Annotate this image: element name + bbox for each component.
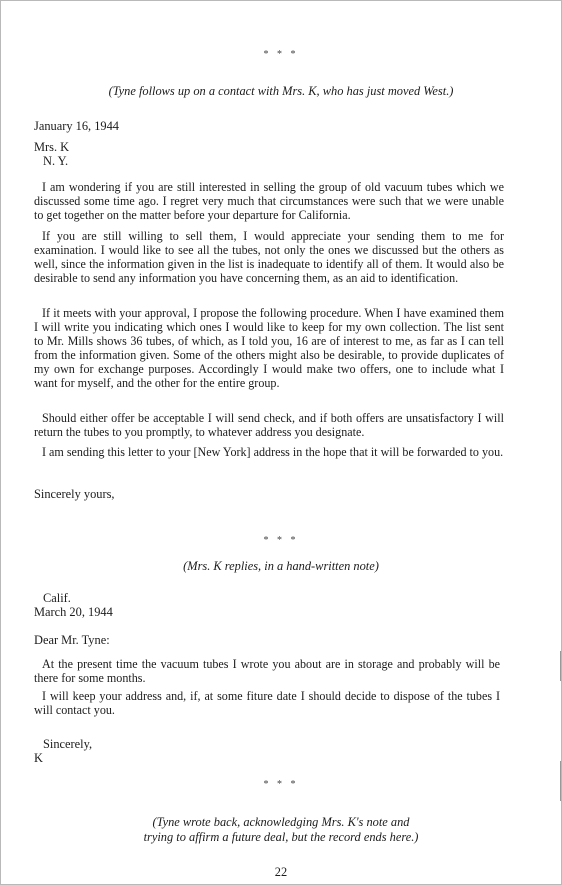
letter2-date: March 20, 1944: [34, 605, 113, 619]
section-separator: * * *: [263, 49, 299, 60]
scan-mark: [560, 651, 561, 681]
letter2-paragraph: I will keep your address and, if, at some fiture date I should decide to dispose of the tubes I will contact you.: [34, 689, 500, 717]
scan-mark: [560, 761, 561, 801]
intro-note: (Tyne follows up on a contact with Mrs. K, who has just moved West.): [108, 84, 454, 98]
section-separator: * * *: [263, 535, 299, 546]
reply-note: (Mrs. K replies, in a hand-written note): [183, 559, 379, 573]
section-separator: * * *: [263, 779, 299, 790]
letter1-paragraph: I am wondering if you are still interested in selling the group of old vacuum tubes which we discussed some time ago. I regret very much that circumstances were such that we were unable to get together on the matter before your departure for California.: [34, 180, 504, 222]
letter1-paragraph: If it meets with your approval, I propose the following procedure. When I have examined them I will write you indicating which ones I would like to keep for my own collection. The list sent to Mr. Mills shows 36 tubes, of which, as I told you, 16 are of interest to me, as far as I can tell from the information given. Some of the others might also be desirable, to provide duplicates of my own for exchange purposes. Accordingly I would make two offers, one to include what I want for myself, and the other for the entire group.: [34, 306, 504, 390]
letter1-recipient-name: Mrs. K: [34, 140, 70, 154]
letter2-salutation: Dear Mr. Tyne:: [34, 633, 110, 647]
letter2-paragraph: At the present time the vacuum tubes I wrote you about are in storage and probably will be there for some months.: [34, 657, 500, 685]
letter1-paragraph: If you are still willing to sell them, I would appreciate your sending them to me for examination. I would like to see all the tubes, not only the ones we discussed but the others as well, since the information given in the list is inadequate to identify all of them. It would also be desirable to send any information you have concerning them, as an aid to identification.: [34, 229, 504, 285]
letter1-paragraph: Should either offer be acceptable I will send check, and if both offers are unsatisfactory I will return the tubes to you promptly, to whatever address you designate.: [34, 411, 504, 439]
letter1-date: January 16, 1944: [34, 119, 119, 133]
letter2-closing: Sincerely,: [43, 737, 93, 751]
letter1-recipient-place: N. Y.: [43, 154, 69, 168]
final-note-line: (Tyne wrote back, acknowledging Mrs. K's note and: [152, 815, 410, 829]
final-note-line: trying to affirm a future deal, but the record ends here.): [143, 830, 419, 844]
letter1-paragraph: I am sending this letter to your [New York] address in the hope that it will be forwarded to you.: [42, 445, 504, 459]
page-number: 22: [274, 865, 288, 879]
letter1-closing: Sincerely yours,: [34, 487, 115, 501]
letter2-signature: K: [34, 751, 43, 765]
letter2-place: Calif.: [43, 591, 71, 605]
